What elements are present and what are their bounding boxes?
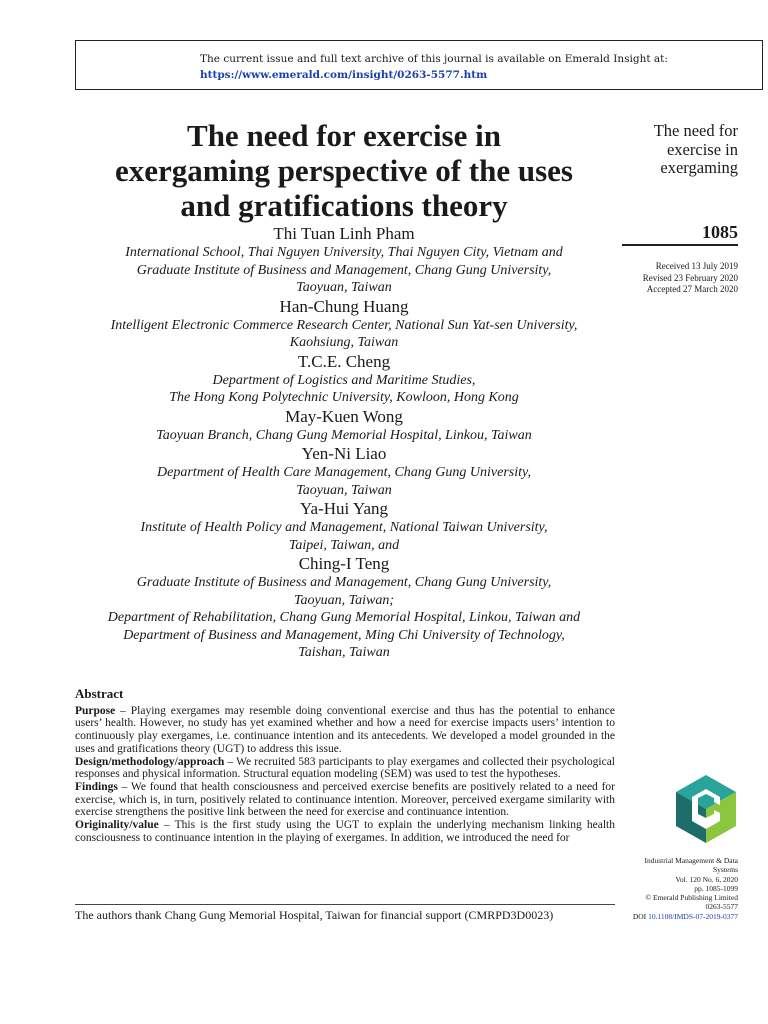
section-text: – Playing exergames may resemble doing conventional exercise and thus has the potential to enhance users’ health. However, no study has yet examined whether and how a need for exercise impacts users’ intention to continuously play exergames, i.e. continuance intention and its antecedents. We developed a model grounded in the uses and gratifications theory (UGT) to address this issue. xyxy=(75,704,615,755)
article-title xyxy=(70,118,618,223)
abstract-heading: Abstract xyxy=(75,686,124,701)
journal-pages: pp. 1085-1099 xyxy=(694,883,738,893)
abstract-purpose xyxy=(75,705,615,756)
author-affiliation: Taishan, Taiwan xyxy=(298,645,390,660)
author-name: Han-Chung Huang xyxy=(279,296,409,316)
journal-issn: 0263-5577 xyxy=(705,902,738,912)
section-text: – We recruited 583 participants to play exergames and collected their psychological responses and physical information. Structural equation modeling (SEM) was used to test the hypotheses. xyxy=(75,755,615,781)
author-name: Thi Tuan Linh Pham xyxy=(273,224,415,243)
journal-volume: Vol. 120 No. 6, 2020 xyxy=(675,874,738,884)
publisher-logo-icon xyxy=(676,775,736,843)
author-name: May-Kuen Wong xyxy=(285,406,403,426)
author-affiliation: Taoyuan, Taiwan xyxy=(296,482,392,498)
author-name: Ching-I Teng xyxy=(298,554,390,573)
author-affiliation: Department of Rehabilitation, Chang Gung Memorial Hospital, Linkou, Taiwan and xyxy=(107,610,581,625)
received-date: Received 13 July 2019 xyxy=(655,261,738,271)
running-title-line: exergaming xyxy=(660,158,738,177)
journal-access-notice xyxy=(75,40,763,90)
author-affiliation: Kaohsiung, Taiwan xyxy=(289,335,399,350)
margin-divider xyxy=(622,244,738,246)
author-affiliation: Taoyuan Branch, Chang Gung Memorial Hospital, Linkou, Taiwan xyxy=(156,427,532,443)
abstract xyxy=(75,688,615,844)
author-affiliation: The Hong Kong Polytechnic University, Kowloon, Hong Kong xyxy=(169,390,519,405)
page-number: 1085 xyxy=(702,222,738,242)
section-label: Design/methodology/approach xyxy=(75,755,225,768)
title-line: exergaming perspective of the uses xyxy=(114,153,573,188)
section-text: – We found that health consciousness and perceived exercise benefits are positively related to a need for exercise, which is, in turn, positively related to continuance intention. Moreover, perceived exergame similarity with exercise strengthens the positive link between the need for exercise and continuance intention. xyxy=(75,780,615,819)
author-name: Ya-Hui Yang xyxy=(299,499,389,518)
running-title-line: The need for xyxy=(653,121,738,140)
abstract-findings xyxy=(75,781,615,819)
accepted-date: Accepted 27 March 2020 xyxy=(646,284,738,294)
author-affiliation: Department of Logistics and Maritime Studies, xyxy=(212,372,476,388)
section-text: – This is the first study using the UGT to explain the underlying mechanism linking health consciousness to continuance intention in the playing of exergames. In addition, we introduced the need for xyxy=(75,819,615,844)
journal-name: Systems xyxy=(712,865,738,875)
article-dates xyxy=(612,261,738,296)
author-list xyxy=(70,224,618,662)
author-affiliation: Department of Health Care Management, Chang Gung University, xyxy=(157,465,531,480)
title-line: and gratifications theory xyxy=(180,188,508,223)
section-label: Originality/value xyxy=(75,819,159,832)
running-title xyxy=(612,122,738,178)
author-affiliation: Graduate Institute of Business and Management, Chang Gung University, xyxy=(136,575,552,590)
doi-link[interactable]: 10.1108/IMDS-07-2019-0377 xyxy=(648,911,738,921)
author-affiliation: Department of Business and Management, Ming Chi University of Technology, xyxy=(123,627,565,643)
author-affiliation: Taipei, Taiwan, and xyxy=(288,537,400,553)
publisher-copyright: © Emerald Publishing Limited xyxy=(645,893,738,903)
abstract-design xyxy=(75,756,615,781)
author-affiliation: Institute of Health Policy and Management, National Taiwan University, xyxy=(140,520,548,535)
author-affiliation: Graduate Institute of Business and Management, Chang Gung University, xyxy=(136,262,552,278)
funding-footnote: The authors thank Chang Gung Memorial Hospital, Taiwan for financial support (CMRPD3D0023) xyxy=(75,908,554,922)
title-line: The need for exercise in xyxy=(187,118,501,153)
author-affiliation: International School, Thai Nguyen University, Thai Nguyen City, Vietnam and xyxy=(125,245,563,260)
section-label: Findings xyxy=(75,780,118,793)
section-label: Purpose xyxy=(75,704,116,717)
abstract-originality xyxy=(75,819,615,844)
author-affiliation: Taoyuan, Taiwan; xyxy=(293,592,395,608)
journal-url-link[interactable]: https://www.emerald.com/insight/0263-5577.htm xyxy=(200,69,488,81)
notice-text: The current issue and full text archive of this journal is available on Emerald Insight at: xyxy=(200,53,668,65)
author-affiliation: Intelligent Electronic Commerce Research Center, National Sun Yat-sen University, xyxy=(110,317,578,333)
doi-label: DOI xyxy=(632,911,647,921)
journal-name: Industrial Management & Data xyxy=(644,856,738,865)
author-name: Yen-Ni Liao xyxy=(301,444,387,463)
doi-line xyxy=(618,912,738,921)
running-title-line: exercise in xyxy=(666,139,738,159)
author-affiliation: Taoyuan, Taiwan xyxy=(296,280,392,295)
author-name: T.C.E. Cheng xyxy=(297,351,391,371)
footnote-divider xyxy=(75,904,615,905)
journal-info xyxy=(618,856,738,921)
revised-date: Revised 23 February 2020 xyxy=(642,272,738,283)
